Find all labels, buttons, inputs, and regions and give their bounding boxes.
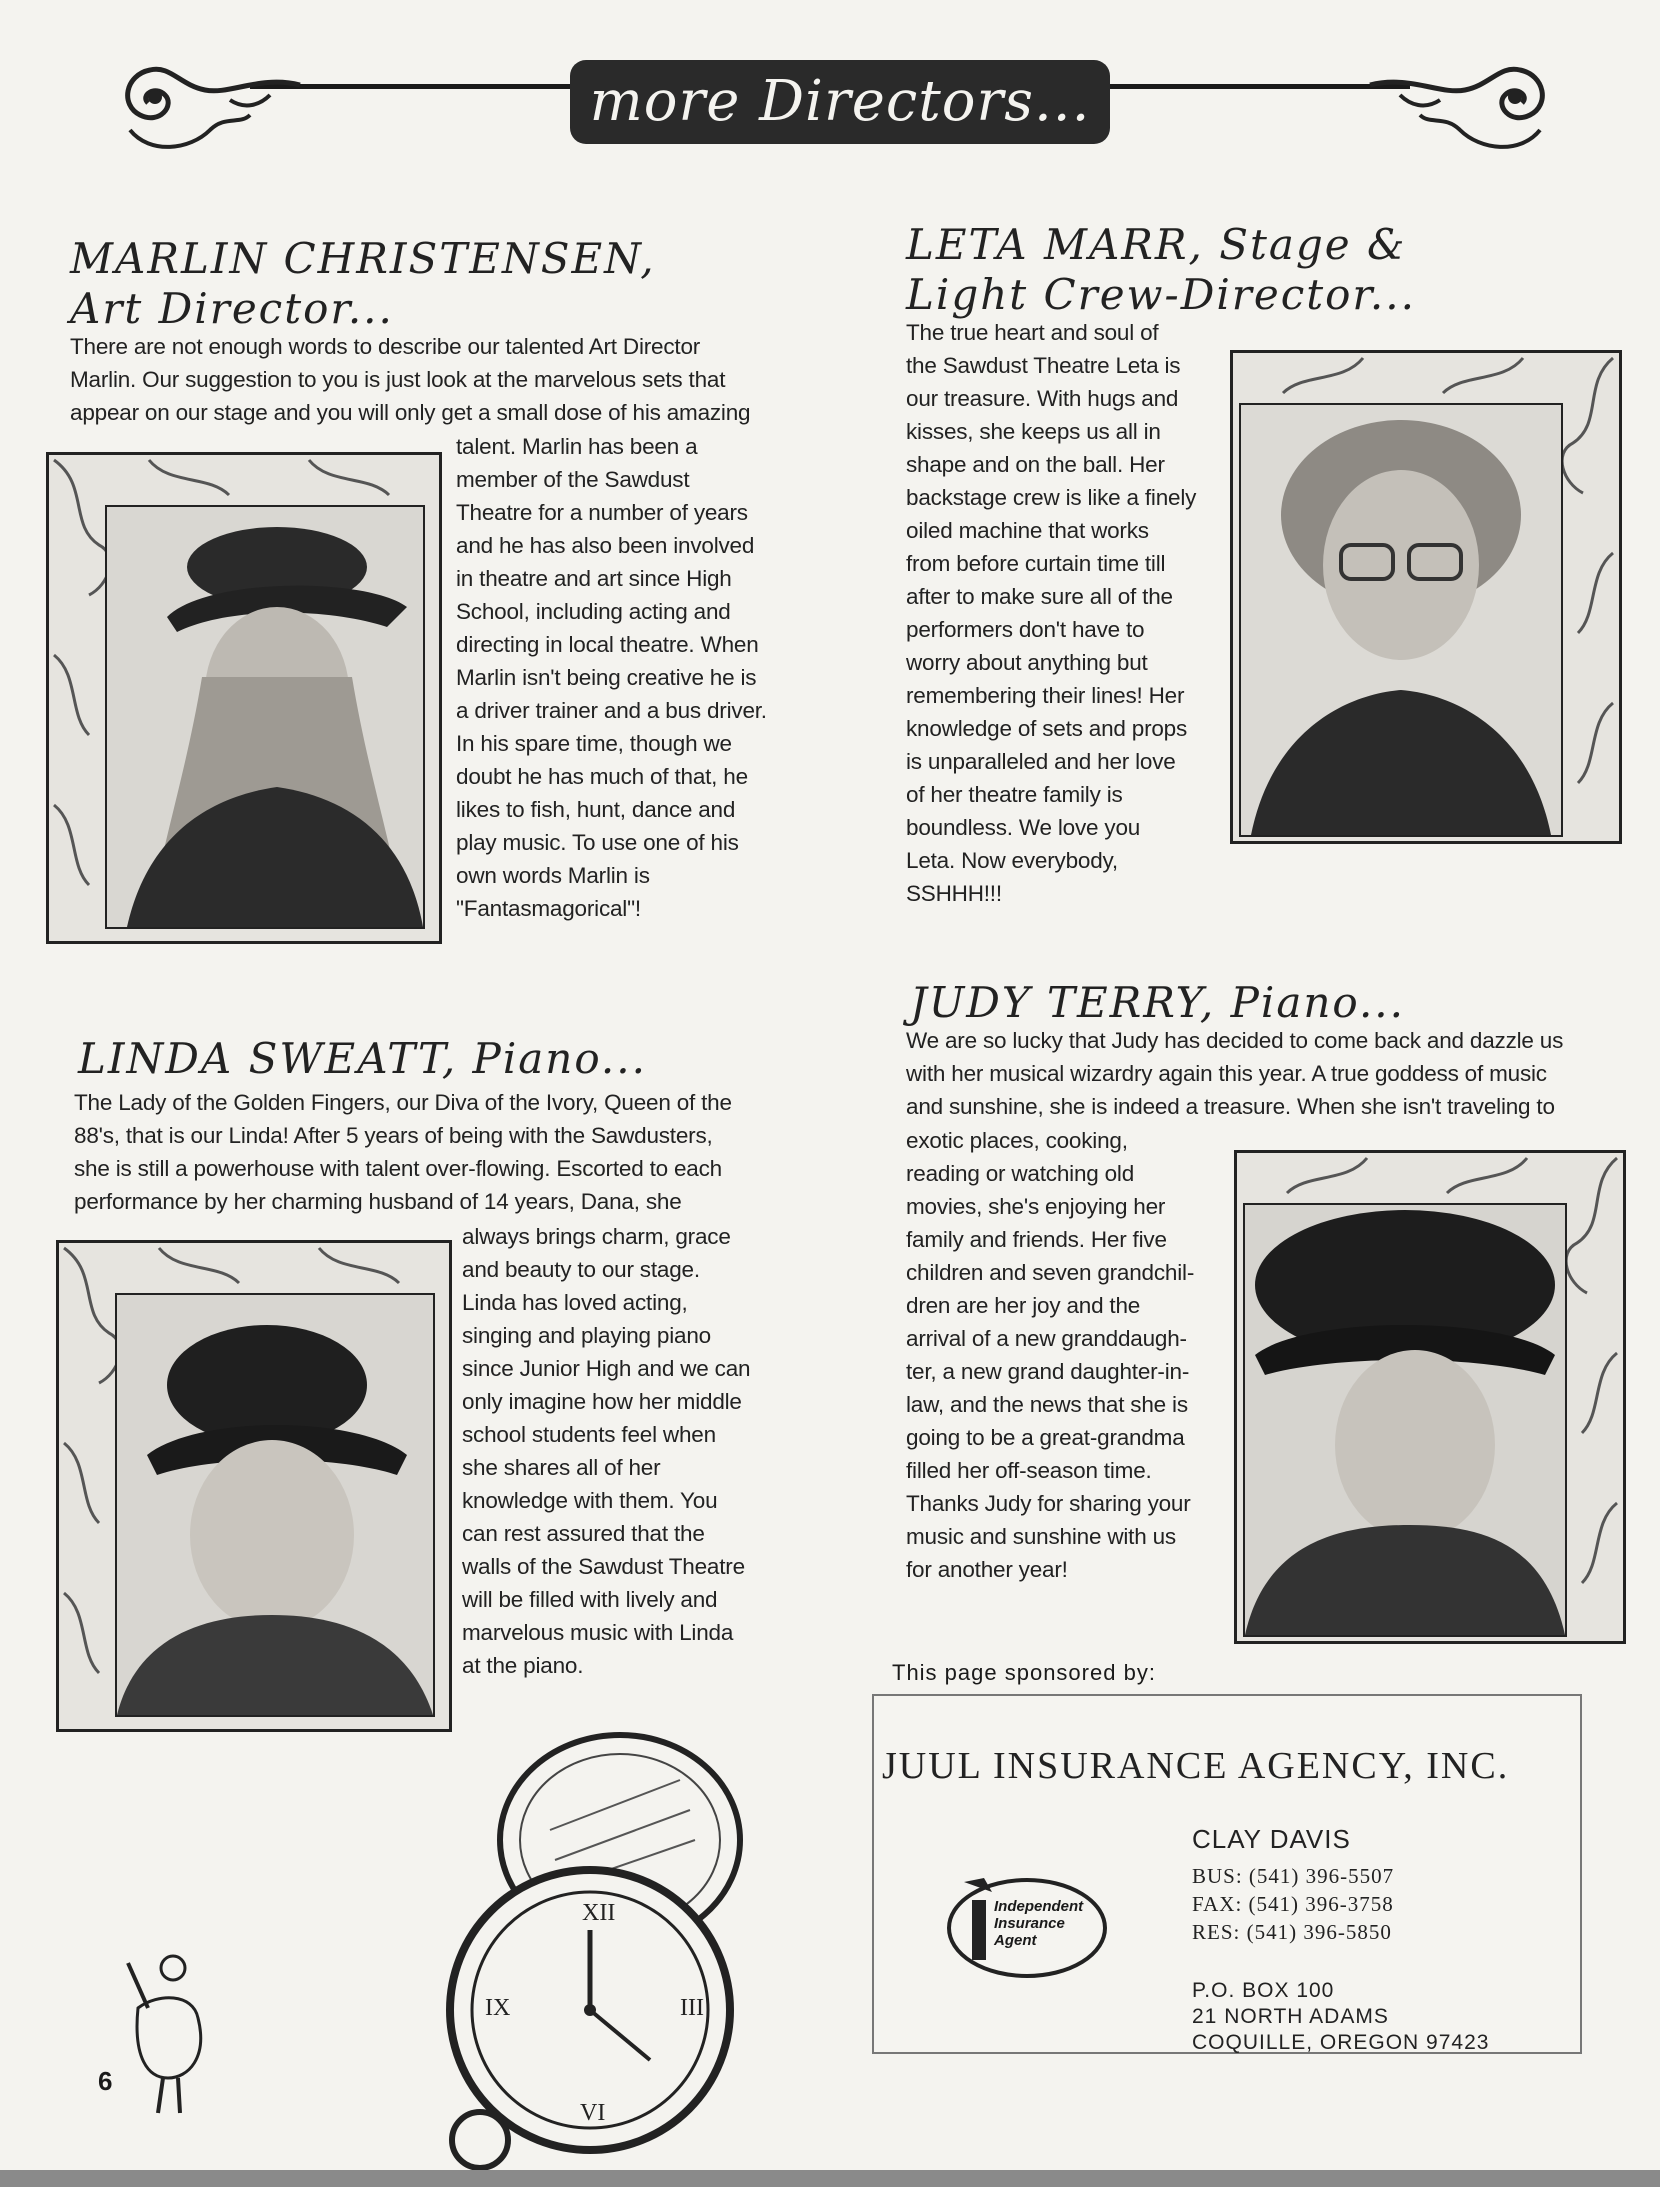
text-line: member of the Sawdust [456,467,690,492]
text-line: remembering their lines! Her [906,683,1185,708]
text-line: reading or watching old [906,1161,1135,1186]
text-line: school students feel when [462,1422,716,1447]
pocket-watch-illustration [400,1710,780,2180]
leta-text [906,316,1246,910]
text-line: for another year! [906,1557,1068,1582]
judy-side-text [906,1124,1236,1586]
text-line: she shares all of her [462,1455,661,1480]
logo-text-line: Insurance [994,1915,1065,1932]
text-line: oiled machine that works [906,518,1149,543]
text-line: ter, a new grand daughter-in- [906,1359,1190,1384]
text-line: dren are her joy and the [906,1293,1141,1318]
text-line: going to be a great-grandma [906,1425,1185,1450]
text-line: in theatre and art since High [456,566,732,591]
logo-text-line: Independent [994,1898,1084,1915]
text-line: from before curtain time till [906,551,1166,576]
text-line: and beauty to our stage. [462,1257,700,1282]
linda-photo [115,1293,435,1717]
left-scroll-ornament [110,55,310,165]
leta-photo [1239,403,1563,837]
agency-name: JUUL INSURANCE AGENCY, INC. [882,1745,1510,1787]
text-line: performance by her charming husband of 14 years, Dana, she [74,1189,682,1214]
text-line: exotic places, cooking, [906,1128,1128,1153]
marlin-role: Art Director... [70,284,394,333]
text-line: directing in local theatre. When [456,632,759,657]
text-line: "Fantasmagorical"! [456,896,641,921]
text-line: Linda has loved acting, [462,1290,688,1315]
text-line: a driver trainer and a bus driver. [456,698,767,723]
linda-name: LINDA SWEATT, Piano... [78,1034,647,1083]
text-line: of her theatre family is [906,782,1123,807]
text-line: singing and playing piano [462,1323,711,1348]
text-line: arrival of a new granddaugh- [906,1326,1187,1351]
text-line: We are so lucky that Judy has decided to come back and dazzle us [906,1028,1564,1053]
text-line: appear on our stage and you will only get a small dose of his amazing [70,400,751,425]
logo-text-line: Agent [994,1932,1037,1949]
text-line: children and seven grandchil- [906,1260,1195,1285]
text-line: is unparalleled and her love [906,749,1176,774]
svg-text:IX: IX [485,1995,511,2021]
text-line: with her musical wizardry again this year. A true goddess of music [906,1061,1547,1086]
marlin-intro [70,330,770,429]
marlin-heading [70,234,656,334]
portrait-image [107,507,423,927]
text-line: Thanks Judy for sharing your [906,1491,1191,1516]
text-line: talent. Marlin has been a [456,434,698,459]
linda-heading [78,1034,647,1084]
text-line: shape and on the ball. Her [906,452,1165,477]
phone-line: RES: (541) 396-5850 [1192,1920,1392,1944]
text-line: music and sunshine with us [906,1524,1176,1549]
text-line: doubt he has much of that, he [456,764,748,789]
marlin-name: MARLIN CHRISTENSEN, [70,234,656,283]
independent-agent-logo [944,1870,1110,1980]
phone-line: BUS: (541) 396-5507 [1192,1864,1395,1888]
linda-intro [74,1086,774,1218]
text-line: she is still a powerhouse with talent over-flowing. Escorted to each [74,1156,722,1181]
text-line: Leta. Now everybody, [906,848,1118,873]
text-line: performers don't have to [906,617,1145,642]
text-line: and sunshine, she is indeed a treasure. When she isn't traveling to [906,1094,1555,1119]
text-line: kisses, she keeps us all in [906,419,1161,444]
marlin-photo-frame [46,452,442,944]
phone-list [1192,1862,1394,1946]
text-line: and he has also been involved [456,533,755,558]
text-line: knowledge of sets and props [906,716,1188,741]
leta-heading [906,220,1416,320]
text-line: since Junior High and we can [462,1356,751,1381]
svg-text:VI: VI [580,2100,606,2126]
portrait-image [1245,1205,1565,1635]
cancan-dancer-illustration [118,1948,208,2118]
text-line: School, including acting and [456,599,731,624]
text-line: Marlin isn't being creative he is [456,665,757,690]
text-line: law, and the news that she is [906,1392,1188,1417]
text-line: filled her off-season time. [906,1458,1152,1483]
judy-intro [906,1024,1626,1123]
text-line: boundless. We love you [906,815,1141,840]
scan-edge [0,2170,1660,2187]
leta-role: Light Crew-Director... [906,270,1416,319]
text-line: can rest assured that the [462,1521,705,1546]
linda-side-text [462,1220,792,1682]
text-line: the Sawdust Theatre Leta is [906,353,1181,378]
address-line: P.O. BOX 100 [1192,1979,1335,2002]
page-title-banner: more Directors... [570,60,1110,144]
svg-text:XII: XII [582,1900,616,1926]
portrait-image [117,1295,433,1715]
text-line: 88's, that is our Linda! After 5 years of being with the Sawdusters, [74,1123,713,1148]
logo-text [994,1898,1083,1949]
address-block [1192,1978,1489,2056]
text-line: family and friends. Her five [906,1227,1167,1252]
text-line: movies, she's enjoying her [906,1194,1166,1219]
svg-text:III: III [680,1995,704,2021]
contact-name: CLAY DAVIS [1192,1824,1351,1854]
text-line: knowledge with them. You [462,1488,718,1513]
text-line: Marlin. Our suggestion to you is just look at the marvelous sets that [70,367,726,392]
text-line: marvelous music with Linda [462,1620,734,1645]
text-line: worry about anything but [906,650,1148,675]
text-line: The true heart and soul of [906,320,1159,345]
text-line: likes to fish, hunt, dance and [456,797,736,822]
sponsor-label: This page sponsored by: [892,1660,1156,1685]
judy-photo-frame [1234,1150,1626,1644]
text-line: own words Marlin is [456,863,650,888]
text-line: The Lady of the Golden Fingers, our Diva of the Ivory, Queen of the [74,1090,732,1115]
text-line: at the piano. [462,1653,584,1678]
judy-heading [910,978,1405,1028]
phone-line: FAX: (541) 396-3758 [1192,1892,1394,1916]
text-line: only imagine how her middle [462,1389,742,1414]
judy-name: JUDY TERRY, Piano... [910,978,1406,1027]
text-line: our treasure. With hugs and [906,386,1179,411]
judy-photo [1243,1203,1567,1637]
leta-name: LETA MARR, Stage & [906,220,1407,269]
text-line: play music. To use one of his [456,830,739,855]
text-line: after to make sure all of the [906,584,1173,609]
right-scroll-ornament [1360,55,1560,165]
portrait-image [1241,405,1561,835]
marlin-side-text [456,430,786,925]
text-line: always brings charm, grace [462,1224,731,1249]
leta-photo-frame [1230,350,1622,844]
text-line: will be filled with lively and [462,1587,718,1612]
text-line: There are not enough words to describe our talented Art Director [70,334,701,359]
linda-photo-frame [56,1240,452,1732]
marlin-photo [105,505,425,929]
text-line: walls of the Sawdust Theatre [462,1554,745,1579]
text-line: In his spare time, though we [456,731,732,756]
text-line: Theatre for a number of years [456,500,748,525]
text-line: SSHHH!!! [906,881,1002,906]
text-line: backstage crew is like a finely [906,485,1197,510]
address-line: COQUILLE, OREGON 97423 [1192,2031,1490,2054]
address-line: 21 NORTH ADAMS [1192,2005,1389,2028]
page-number: 6 [98,2066,113,2096]
